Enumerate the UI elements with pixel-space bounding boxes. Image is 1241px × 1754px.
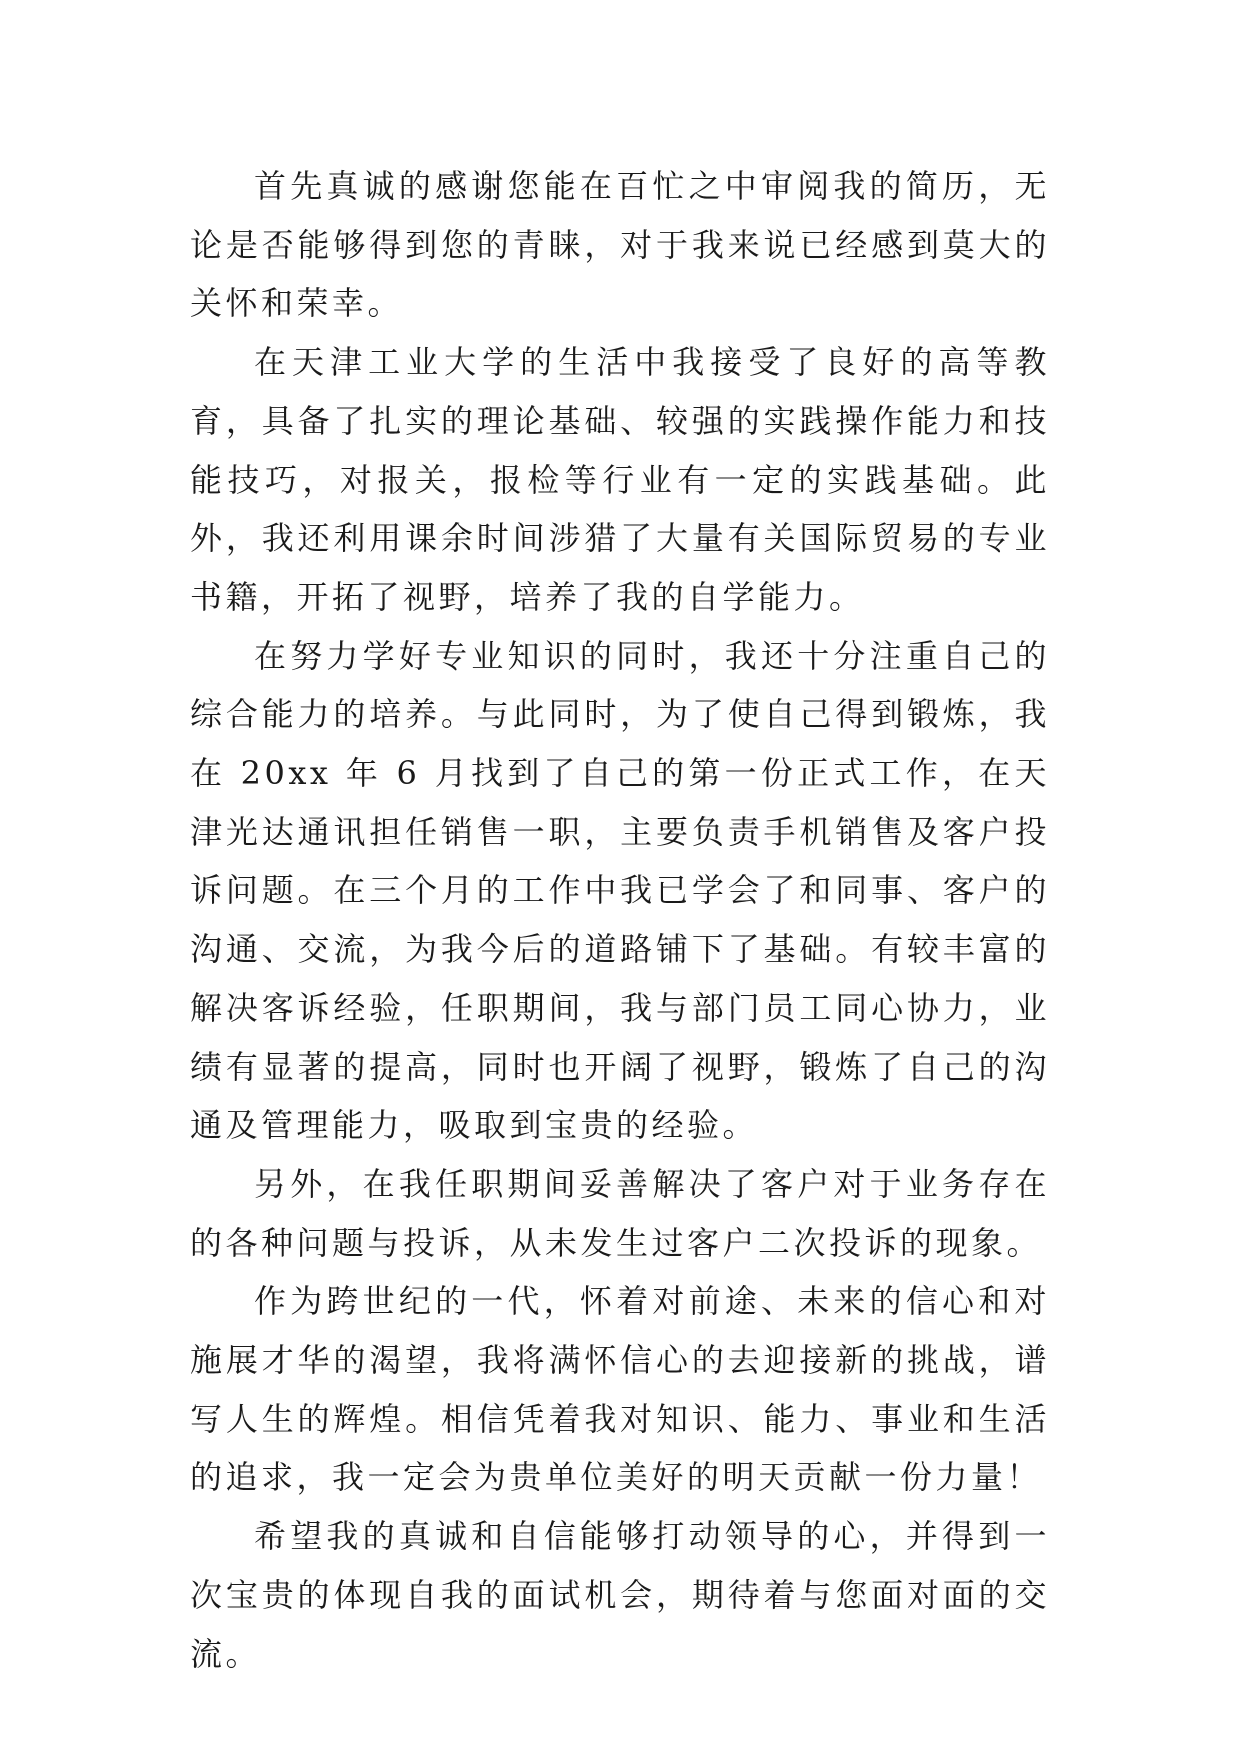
paragraph-1: 首先真诚的感谢您能在百忙之中审阅我的简历，无论是否能够得到您的青睐，对于我来说已经感到莫大的关怀和荣幸。 — [190, 167, 1050, 323]
paragraph-4: 另外，在我任职期间妥善解决了客户对于业务存在的各种问题与投诉，从未发生过客户二次投诉的现象。 — [190, 1164, 1050, 1262]
paragraph-3: 在努力学好专业知识的同时，我还十分注重自己的综合能力的培养。与此同时，为了使自己得到锻炼，我在 20xx 年 6 月找到了自己的第一份正式工作，在天津光达通讯担任销售一职，主要负责手机销售及客户投诉问题。在三个月的工作中我已学会了和同事、客户的沟通、交流，为我今后的道路铺下了基础。有较丰富的解决客诉经验，任职期间，我与部门员工同心协力，业绩有显著的提高，同时也开阔了视野，锻炼了自己的沟通及管理能力，吸取到宝贵的经验。 — [190, 636, 1050, 1145]
paragraph-5: 作为跨世纪的一代，怀着对前途、未来的信心和对施展才华的渴望，我将满怀信心的去迎接新的挑战，谱写人生的辉煌。相信凭着我对知识、能力、事业和生活的追求，我一定会为贵单位美好的明天贡献一份力量！ — [190, 1282, 1050, 1497]
paragraph-2: 在天津工业大学的生活中我接受了良好的高等教育，具备了扎实的理论基础、较强的实践操作能力和技能技巧，对报关，报检等行业有一定的实践基础。此外，我还利用课余时间涉猎了大量有关国际贸易的专业书籍，开拓了视野，培养了我的自学能力。 — [190, 343, 1050, 616]
letter-body — [190, 157, 1050, 1683]
paragraph-6: 希望我的真诚和自信能够打动领导的心，并得到一次宝贵的体现自我的面试机会，期待着与您面对面的交流。 — [190, 1517, 1050, 1673]
